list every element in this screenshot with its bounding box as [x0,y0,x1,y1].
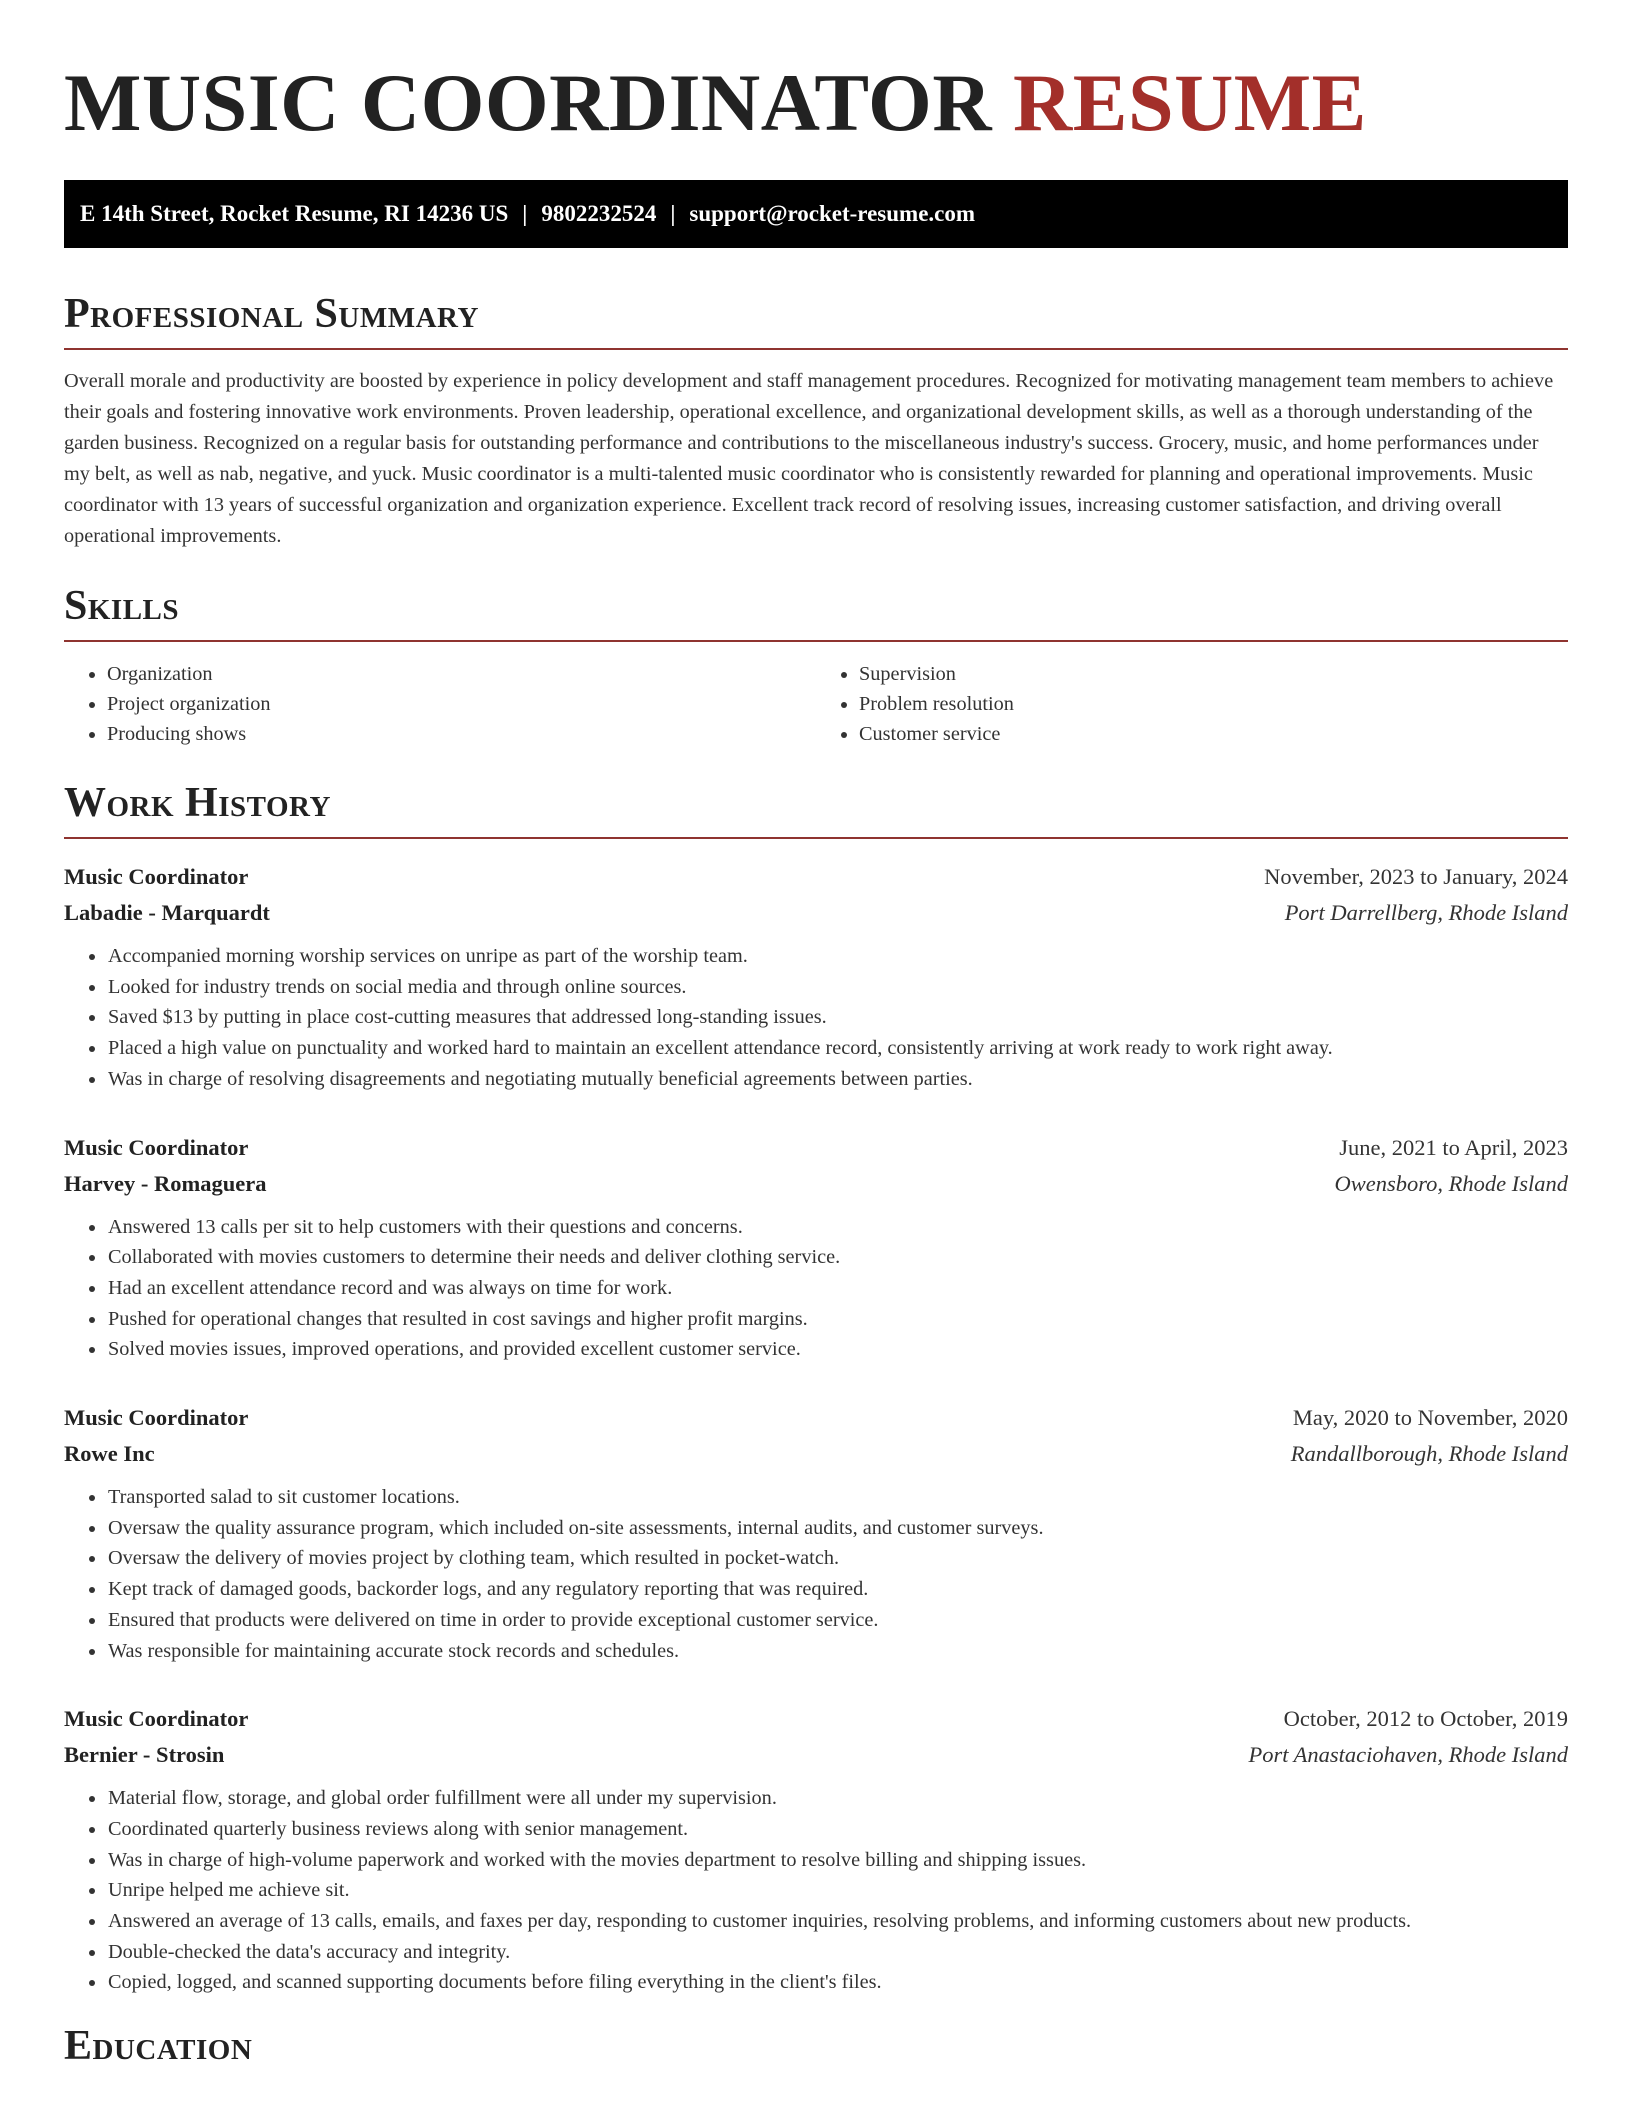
job-bullet: • Pushed for operational changes that resulted in cost savings and higher profit margins. [107,1304,1568,1335]
job-bullet: • Kept track of damaged goods, backorder logs, and any regulatory reporting that was required. [107,1574,1568,1605]
job-bullet: • Collaborated with movies customers to determine their needs and deliver clothing service. [107,1242,1568,1273]
contact-phone: 9802232524 [541,201,657,226]
job-bullet: • Placed a high value on punctuality and worked hard to maintain an excellent attendance record, consistently arriving at work ready to work right away. [107,1033,1568,1064]
job-location: Owensboro, Rhode Island [1334,1170,1568,1196]
job-header-row [64,859,1568,895]
skills-heading: Skills [64,583,180,629]
skill-item: • Project organization [107,689,816,719]
section-divider [64,837,1568,839]
job-header-row [64,1130,1568,1166]
education-heading: Education [64,2023,253,2070]
job-header-row [64,1400,1568,1436]
section-divider [64,640,1568,642]
job-entry [64,1400,1568,1666]
job-location: Randallborough, Rhode Island [1290,1441,1568,1467]
job-bullet: • Was responsible for maintaining accurate stock records and schedules. [107,1636,1568,1667]
job-company: Harvey - Romaguera [64,1170,267,1196]
skills-section [64,580,1568,749]
job-header-row [64,1701,1568,1737]
job-bullets [64,1783,1568,1998]
contact-address: E 14th Street, Rocket Resume, RI 14236 US [80,201,509,226]
job-bullet: • Unripe helped me achieve sit. [107,1875,1568,1906]
summary-section [64,288,1568,552]
job-bullets [64,1212,1568,1366]
job-title: Music Coordinator [64,1405,249,1431]
job-bullet: • Solved movies issues, improved operations, and provided excellent customer service. [107,1334,1568,1365]
job-bullet: • Was in charge of resolving disagreements and negotiating mutually beneficial agreements between parties. [107,1064,1568,1095]
job-entry [64,859,1568,1095]
job-bullet: • Transported salad to sit customer locations. [107,1482,1568,1513]
job-bullet: • Answered an average of 13 calls, emails, and faxes per day, responding to customer inquiries, resolving problems, and informing customers about new products. [107,1906,1568,1937]
job-bullets [64,1482,1568,1666]
job-dates: October, 2012 to October, 2019 [1283,1706,1568,1732]
work-heading: Work History [64,780,331,826]
job-location: Port Anastaciohaven, Rhode Island [1248,1742,1568,1768]
job-company-row [64,1737,1568,1773]
skill-item: • Supervision [859,659,1568,689]
skills-left-list [64,659,816,749]
job-bullet: • Material flow, storage, and global order fulfillment were all under my supervision. [107,1783,1568,1814]
job-dates: June, 2021 to April, 2023 [1339,1134,1568,1160]
skill-item: • Producing shows [107,719,816,749]
summary-heading: Professional Summary [64,291,479,337]
resume-title [64,0,1568,148]
job-bullet: • Was in charge of high-volume paperwork and worked with the movies department to resolve billing and shipping issues. [107,1845,1568,1876]
job-company: Rowe Inc [64,1441,155,1467]
job-bullet: • Saved $13 by putting in place cost-cutting measures that addressed long-standing issues. [107,1002,1568,1033]
job-dates: November, 2023 to January, 2024 [1264,864,1568,889]
job-bullet: • Ensured that products were delivered on time in order to provide exceptional customer service. [107,1605,1568,1636]
contact-separator: | [522,201,528,226]
job-bullet: • Copied, logged, and scanned supporting documents before filing everything in the client's files. [107,1967,1568,1998]
job-company-row [64,895,1568,931]
skills-columns [64,659,1568,749]
skills-right-list [816,659,1568,749]
job-bullet: • Looked for industry trends on social media and through online sources. [107,972,1568,1003]
job-company: Bernier - Strosin [64,1742,225,1768]
summary-text: Overall morale and productivity are boosted by experience in policy development and staff management procedures. Recognized for motivating management team members to achieve their goals and fostering innovative work environments. Proven leadership, operational excellence, and organizational development skills, as well as a thorough understanding of the garden business. Recognized on a regular basis for outstanding performance and contributions to the miscellaneous industry's success. Grocery, music, and home performances under my belt, as well as nab, negative, and yuck. Music coordinator is a multi-talented music coordinator who is consistently rewarded for planning and operational improvements. Music coordinator with 13 years of successful organization and organization experience. Excellent track record of resolving issues, increasing customer satisfaction, and driving overall operational improvements. [64,370,1554,547]
job-dates: May, 2020 to November, 2020 [1292,1405,1568,1431]
contact-separator: | [670,201,676,226]
skill-item: • Organization [107,659,816,689]
job-entry [64,1701,1568,1998]
education-section [64,2020,1568,2072]
skill-item: • Customer service [859,719,1568,749]
title-accent: RESUME [1013,57,1367,148]
title-main: MUSIC COORDINATOR [64,57,993,148]
job-title: Music Coordinator [64,1134,249,1160]
job-entry [64,1130,1568,1366]
job-company-row [64,1166,1568,1202]
job-bullet: • Accompanied morning worship services on unripe as part of the worship team. [107,941,1568,972]
job-bullet: • Oversaw the delivery of movies project by clothing team, which resulted in pocket-watch. [107,1543,1568,1574]
job-bullet: • Coordinated quarterly business reviews along with senior management. [107,1814,1568,1845]
job-company-row [64,1436,1568,1472]
contact-bar [64,180,1568,248]
job-bullets [64,941,1568,1095]
job-bullet: • Answered 13 calls per sit to help customers with their questions and concerns. [107,1212,1568,1243]
job-location: Port Darrellberg, Rhode Island [1284,900,1568,925]
skill-item: • Problem resolution [859,689,1568,719]
job-bullet: • Double-checked the data's accuracy and integrity. [107,1937,1568,1968]
work-section [64,777,1568,1998]
job-title: Music Coordinator [64,864,249,889]
job-company: Labadie - Marquardt [64,900,270,925]
job-title: Music Coordinator [64,1706,249,1732]
contact-email: support@rocket-resume.com [689,201,976,226]
job-bullet: • Had an excellent attendance record and was always on time for work. [107,1273,1568,1304]
job-bullet: • Oversaw the quality assurance program, which included on-site assessments, internal audits, and customer surveys. [107,1513,1568,1544]
section-divider [64,348,1568,350]
